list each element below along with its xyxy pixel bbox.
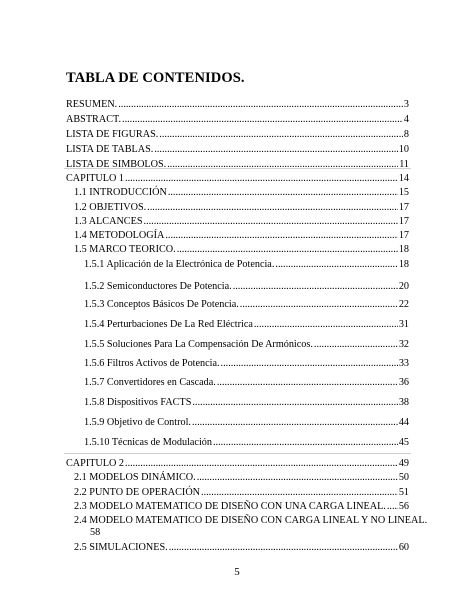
toc-dot-leader: [144, 216, 398, 228]
toc-entry-label: 1.5.10 Técnicas de Modulación: [84, 437, 212, 448]
toc-dot-leader: [169, 542, 398, 554]
toc-entry[interactable]: [84, 258, 409, 271]
toc-dot-leader: [221, 358, 398, 370]
toc-entry[interactable]: [84, 338, 409, 351]
toc-entry-page: 33: [398, 358, 409, 369]
toc-entry-page: 17: [398, 230, 409, 241]
toc-entry-page: 8: [403, 129, 409, 140]
toc-entry-page: 15: [398, 187, 409, 198]
page-number: 5: [234, 566, 240, 578]
toc-entry-page: 20: [398, 281, 409, 292]
toc-entry-page: 22: [398, 299, 409, 310]
toc-entry[interactable]: [74, 471, 409, 484]
toc-entry-label: 1.1 INTRODUCCIÓN: [74, 187, 167, 198]
toc-entry[interactable]: [74, 201, 409, 214]
toc-entry-label: CAPITULO 1: [66, 173, 125, 184]
toc-entry-label: 2.5 SIMULACIONES.: [74, 542, 168, 553]
toc-dot-leader: [254, 319, 398, 331]
toc-entry-label: RESUMEN.: [66, 99, 118, 110]
toc-dot-leader: [154, 144, 397, 156]
toc-entry[interactable]: [74, 486, 409, 499]
toc-dot-leader: [217, 377, 398, 389]
toc-entry-page: 31: [398, 319, 409, 330]
toc-entry[interactable]: [74, 243, 409, 256]
toc-dot-leader: [159, 129, 403, 141]
toc-entry[interactable]: [84, 376, 409, 389]
toc-entry[interactable]: [66, 143, 409, 156]
toc-entry-label: 1.5 MARCO TEORICO.: [74, 244, 176, 255]
toc-dot-leader: [233, 281, 398, 293]
toc-entry[interactable]: [66, 172, 409, 185]
toc-entry-page: 36: [398, 377, 409, 388]
toc-entry-page: 14: [398, 173, 409, 184]
toc-dot-leader: [147, 202, 398, 214]
toc-entry-page: 56: [398, 501, 409, 512]
toc-entry-page: 3: [403, 99, 409, 110]
toc-entry-page: 58: [90, 527, 101, 538]
toc-entry-page: 18: [398, 259, 409, 270]
toc-entry-label: 1.4 METODOLOGÍA: [74, 230, 165, 241]
toc-entry[interactable]: [66, 457, 409, 470]
toc-entry[interactable]: [84, 298, 409, 311]
toc-entry[interactable]: [74, 215, 409, 228]
toc-entry[interactable]: [66, 98, 409, 111]
toc-entry-page: 10: [398, 144, 409, 155]
toc-dot-leader: [201, 487, 398, 499]
toc-dot-leader: [314, 339, 398, 351]
toc-entry-label: 1.5.5 Soluciones Para La Compensación De Armónicos.: [84, 339, 313, 350]
toc-entry-label: LISTA DE SIMBOLOS.: [66, 159, 167, 170]
toc-entry-page: 32: [398, 339, 409, 350]
toc-entry-label: 1.5.2 Semiconductores De Potencia.: [84, 281, 232, 292]
toc-dot-leader: [192, 417, 398, 429]
toc-entry-label: 1.5.1 Aplicación de la Electrónica de Potencia.: [84, 259, 275, 270]
toc-entry-page: 38: [398, 397, 409, 408]
toc-dot-leader: [165, 230, 397, 242]
toc-dot-leader: [213, 437, 398, 449]
toc-dot-leader: [275, 259, 397, 271]
toc-entry-page: 60: [398, 542, 409, 553]
toc-dot-leader: [118, 99, 403, 111]
toc-entry-label: 1.5.9 Objetivo de Control.: [84, 417, 191, 428]
toc-entry[interactable]: [84, 416, 409, 429]
toc-entry[interactable]: [74, 541, 409, 554]
toc-entry[interactable]: [74, 186, 409, 199]
toc-entry-label: 1.2 OBJETIVOS.: [74, 202, 147, 213]
toc-entry[interactable]: [84, 318, 409, 331]
toc-dot-leader: [122, 114, 403, 126]
toc-entry-page: 4: [403, 114, 409, 125]
toc-divider: [64, 453, 411, 454]
toc-entry-label: 1.5.3 Conceptos Básicos De Potencia.: [84, 299, 239, 310]
toc-entry[interactable]: [74, 500, 409, 513]
toc-entry-label: 1.3 ALCANCES: [74, 216, 143, 227]
toc-entry-label: 1.5.8 Dispositivos FACTS: [84, 397, 192, 408]
toc-entry-label: 2.3 MODELO MATEMATICO DE DISEÑO CON UNA CARGA LINEAL.: [74, 501, 386, 512]
toc-entry-page: 17: [398, 216, 409, 227]
toc-entry-label: LISTA DE FIGURAS.: [66, 129, 159, 140]
toc-entry[interactable]: [74, 515, 428, 539]
toc-dot-leader: [192, 397, 397, 409]
toc-entry-label: LISTA DE TABLAS.: [66, 144, 154, 155]
toc-entry-label: 2.1 MODELOS DINÁMICO.: [74, 472, 196, 483]
toc-dot-leader: [197, 472, 398, 484]
toc-entry-label: 2.2 PUNTO DE OPERACIÓN: [74, 487, 201, 498]
toc-entry-label: ABSTRACT.: [66, 114, 122, 125]
toc-dot-leader: [125, 458, 398, 470]
toc-entry-page: 17: [398, 202, 409, 213]
toc-dot-leader: [240, 299, 398, 311]
toc-entry-page: 11: [399, 159, 409, 170]
toc-entry-page: 45: [398, 437, 409, 448]
toc-entry[interactable]: [74, 229, 409, 242]
toc-dot-leader: [177, 244, 398, 256]
toc-entry-page: 50: [398, 472, 409, 483]
toc-entry[interactable]: [84, 357, 409, 370]
toc-entry-page: 18: [398, 244, 409, 255]
toc-entry-label: 1.5.7 Convertidores en Cascada.: [84, 377, 216, 388]
toc-entry-label: 1.5.4 Perturbaciones De La Red Eléctrica: [84, 319, 253, 330]
toc-entry[interactable]: [84, 396, 409, 409]
toc-entry-label: CAPITULO 2: [66, 458, 125, 469]
toc-entry[interactable]: [84, 280, 409, 293]
toc-entry[interactable]: [66, 158, 409, 171]
toc-title: TABLA DE CONTENIDOS.: [66, 70, 245, 86]
toc-entry[interactable]: [66, 128, 409, 141]
toc-entry[interactable]: [66, 113, 409, 126]
toc-entry-page: 51: [398, 487, 409, 498]
toc-dot-leader: [125, 173, 398, 185]
toc-entry-page: 44: [398, 417, 409, 428]
toc-dot-leader: [168, 187, 398, 199]
toc-entry-label: 2.4 MODELO MATEMATICO DE DISEÑO CON CARGA LINEAL Y NO LINEAL.: [74, 515, 428, 526]
toc-dot-leader: [167, 159, 398, 171]
toc-entry[interactable]: [84, 436, 409, 449]
toc-dot-leader: [387, 501, 398, 513]
toc-entry-label: 1.5.6 Filtros Activos de Potencia.: [84, 358, 220, 369]
toc-entry-page: 49: [398, 458, 409, 469]
